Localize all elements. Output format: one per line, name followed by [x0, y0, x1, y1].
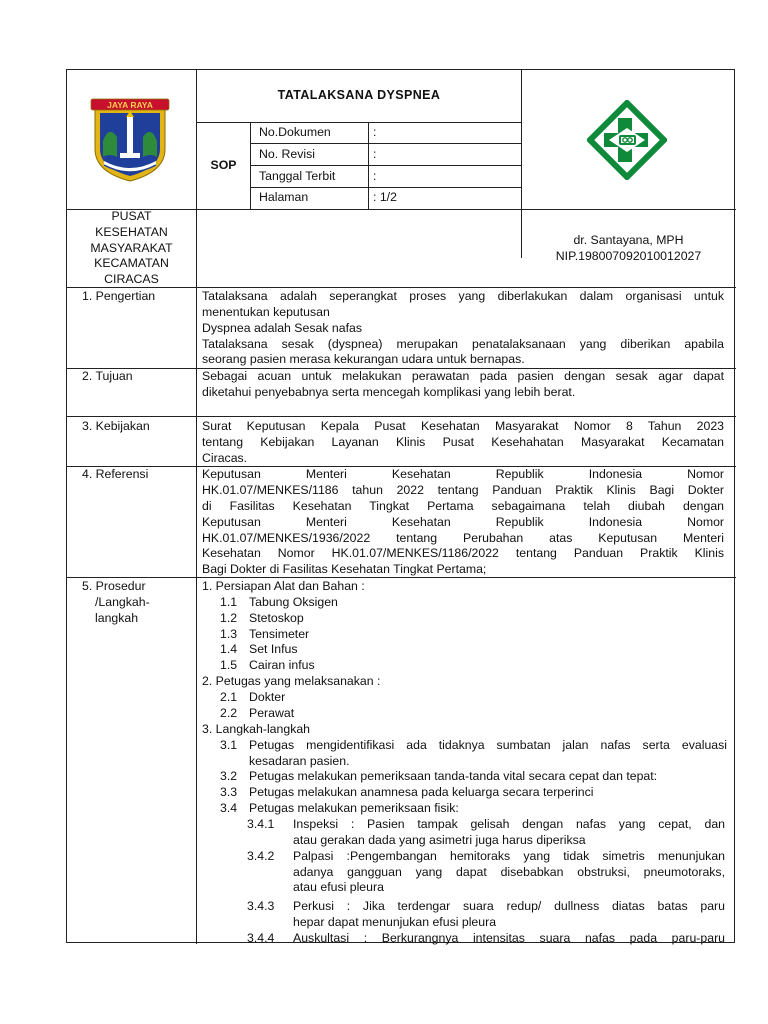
referensi-line: HK.01.07/MENKES/1186 tahun 2022 tentang Panduan Praktik Klinis Bagi Dokter: [202, 483, 724, 497]
column-divider-left: [196, 70, 197, 944]
pengertian-line: Tatalaksana sesak (dyspnea) merupakan penatalaksanaan yang diberikan apabila: [202, 337, 724, 351]
title-divider: [196, 122, 522, 123]
procedure-subitem-number: 3.4.2: [247, 849, 275, 863]
section-label-prosedur: langkah: [95, 611, 139, 625]
signer-nip: NIP.198007092010012027: [555, 249, 702, 263]
puskesmas-logo: [587, 100, 667, 180]
pengertian-line: seorang pasien merasa kekurangan udara untuk bernapas.: [202, 352, 525, 366]
page-value: : 1/2: [373, 190, 397, 204]
doc-number-label: No.Dokumen: [259, 125, 331, 139]
pengertian-line: Dyspnea adalah Sesak nafas: [202, 321, 362, 335]
procedure-item-number: 1.2: [220, 611, 238, 625]
procedure-heading: 2. Petugas yang melaksanakan :: [202, 674, 381, 688]
procedure-item-number: 2.1: [220, 690, 238, 704]
procedure-item-text: Tensimeter: [249, 627, 310, 641]
procedure-item-text: Cairan infus: [249, 658, 315, 672]
pengertian-line: Tatalaksana adalah seperangkat proses yang diberlakukan dalam organisasi untuk: [202, 289, 724, 303]
procedure-item-number: 2.2: [220, 706, 238, 720]
sop-document: [66, 69, 735, 943]
docrow-divider: [250, 187, 522, 188]
tujuan-line: Sebagai acuan untuk melakukan perawatan pada pasien dengan sesak agar dapat: [202, 369, 724, 383]
referensi-line: di Fasilitas Kesehatan Tingkat Pertama sebagaimana telah diubah dengan: [202, 499, 724, 513]
procedure-subitem-text: Perkusi : Jika terdengar suara redup/ dullness diatas batas paru: [293, 899, 725, 913]
page-label: Halaman: [259, 190, 309, 204]
procedure-subitem-number: 3.4.3: [247, 899, 275, 913]
docrow-divider: [250, 165, 522, 166]
org-name-line: CIRACAS: [104, 272, 159, 286]
procedure-item-text: Set Infus: [249, 642, 298, 656]
sop-divider: [250, 122, 251, 210]
procedure-subitem-text: adanya gangguan yang dapat disebabkan obstruksi, pneumotoraks,: [293, 865, 725, 879]
kebijakan-line: Surat Keputusan Kepala Pusat Kesehatan Masyarakat Nomor 8 Tahun 2023: [202, 419, 724, 433]
document-title: TATALAKSANA DYSPNEA: [277, 88, 441, 102]
procedure-subitem-text: hepar dapat menunjukan efusi pleura: [293, 915, 497, 929]
procedure-item-text: Petugas mengidentifikasi ada tidaknya sumbatan jalan nafas serta evaluasi: [249, 738, 727, 752]
procedure-item-text: Petugas melakukan pemeriksaan tanda-tanda vital secara cepat dan tepat:: [249, 769, 658, 783]
section-label-kebijakan: 3. Kebijakan: [82, 419, 150, 433]
section-label-prosedur: /Langkah-: [95, 595, 150, 609]
procedure-subitem-text: atau gerakan dada yang asimetri juga harus diperiksa: [293, 833, 586, 847]
procedure-item-number: 3.3: [220, 785, 238, 799]
procedure-item-text: kesadaran pasien.: [249, 754, 350, 768]
procedure-subitem-number: 3.4.1: [247, 817, 275, 831]
revision-label: No. Revisi: [259, 147, 316, 161]
referensi-line: Keputusan Menteri Kesehatan Republik Indonesia Nomor: [202, 515, 724, 529]
procedure-heading: 3. Langkah-langkah: [202, 722, 311, 736]
procedure-item-text: Petugas melakukan pemeriksaan fisik:: [249, 801, 459, 815]
org-name-line: KESEHATAN: [95, 225, 168, 239]
procedure-subitem-text: Inspeksi : Pasien tampak gelisah dengan nafas yang cepat, dan: [293, 817, 725, 831]
procedure-subitem-text: atau efusi pleura: [293, 880, 384, 894]
column-divider-right: [521, 70, 522, 258]
org-name-line: KECAMATAN: [94, 256, 169, 270]
org-name-line: PUSAT: [111, 209, 152, 223]
procedure-item-text: Dokter: [249, 690, 286, 704]
jakarta-crest-logo: [87, 97, 173, 183]
procedure-item-number: 1.4: [220, 642, 238, 656]
docrow-divider: [250, 143, 522, 144]
procedure-subitem-number: 3.4.4: [247, 931, 275, 945]
procedure-item-number: 1.3: [220, 627, 238, 641]
procedure-item-number: 1.1: [220, 595, 238, 609]
kebijakan-line: Ciracas.: [202, 451, 248, 465]
section-divider: [67, 416, 736, 417]
procedure-subitem-text: Auskultasi : Berkurangnya intensitas suara nafas pada paru-paru: [293, 931, 725, 945]
issue-date-label: Tanggal Terbit: [259, 169, 336, 183]
referensi-line: Keputusan Menteri Kesehatan Republik Indonesia Nomor: [202, 467, 724, 481]
docrow-value-divider: [368, 122, 369, 210]
section-label-referensi: 4. Referensi: [82, 467, 149, 481]
procedure-item-text: Perawat: [249, 706, 295, 720]
procedure-item-text: Tabung Oksigen: [249, 595, 338, 609]
referensi-line: HK.01.07/MENKES/1936/2022 tentang Perubahan atas Keputusan Menteri: [202, 531, 724, 545]
pengertian-line: menentukan keputusan: [202, 305, 330, 319]
section-label-pengertian: 1. Pengertian: [82, 289, 156, 303]
section-label-tujuan: 2. Tujuan: [82, 369, 133, 383]
logo-banner-text: JAYA RAYA: [107, 100, 153, 110]
procedure-item-number: 1.5: [220, 658, 238, 672]
issue-date-value: :: [373, 169, 377, 183]
doc-number-value: :: [373, 125, 377, 139]
procedure-item-text: Stetoskop: [249, 611, 304, 625]
referensi-line: Bagi Dokter di Fasilitas Kesehatan Tingkat Pertama;: [202, 562, 487, 576]
org-name-line: MASYARAKAT: [90, 241, 173, 255]
section-label-prosedur: 5. Prosedur: [82, 579, 146, 593]
procedure-item-number: 3.4: [220, 801, 238, 815]
referensi-line: Kesehatan Nomor HK.01.07/MENKES/1186/2022 tentang Panduan Praktik Klinis: [202, 546, 724, 560]
sop-label: SOP: [210, 158, 237, 172]
tujuan-line: diketahui penyebabnya serta mencegah komplikasi yang lebih berat.: [202, 385, 576, 399]
signer-name: dr. Santayana, MPH: [573, 233, 684, 247]
procedure-item-number: 3.2: [220, 769, 238, 783]
revision-value: :: [373, 147, 377, 161]
procedure-subitem-text: Palpasi :Pengembangan hemitoraks yang tidak simetris menunjukan: [293, 849, 725, 863]
procedure-item-number: 3.1: [220, 738, 238, 752]
procedure-heading: 1. Persiapan Alat dan Bahan :: [202, 579, 365, 593]
kebijakan-line: tentang Kebijakan Layanan Klinis Pusat Kesehahatan Masyarakat Kecamatan: [202, 435, 724, 449]
procedure-item-text: Petugas melakukan anamnesa pada keluarga secara terperinci: [249, 785, 594, 799]
